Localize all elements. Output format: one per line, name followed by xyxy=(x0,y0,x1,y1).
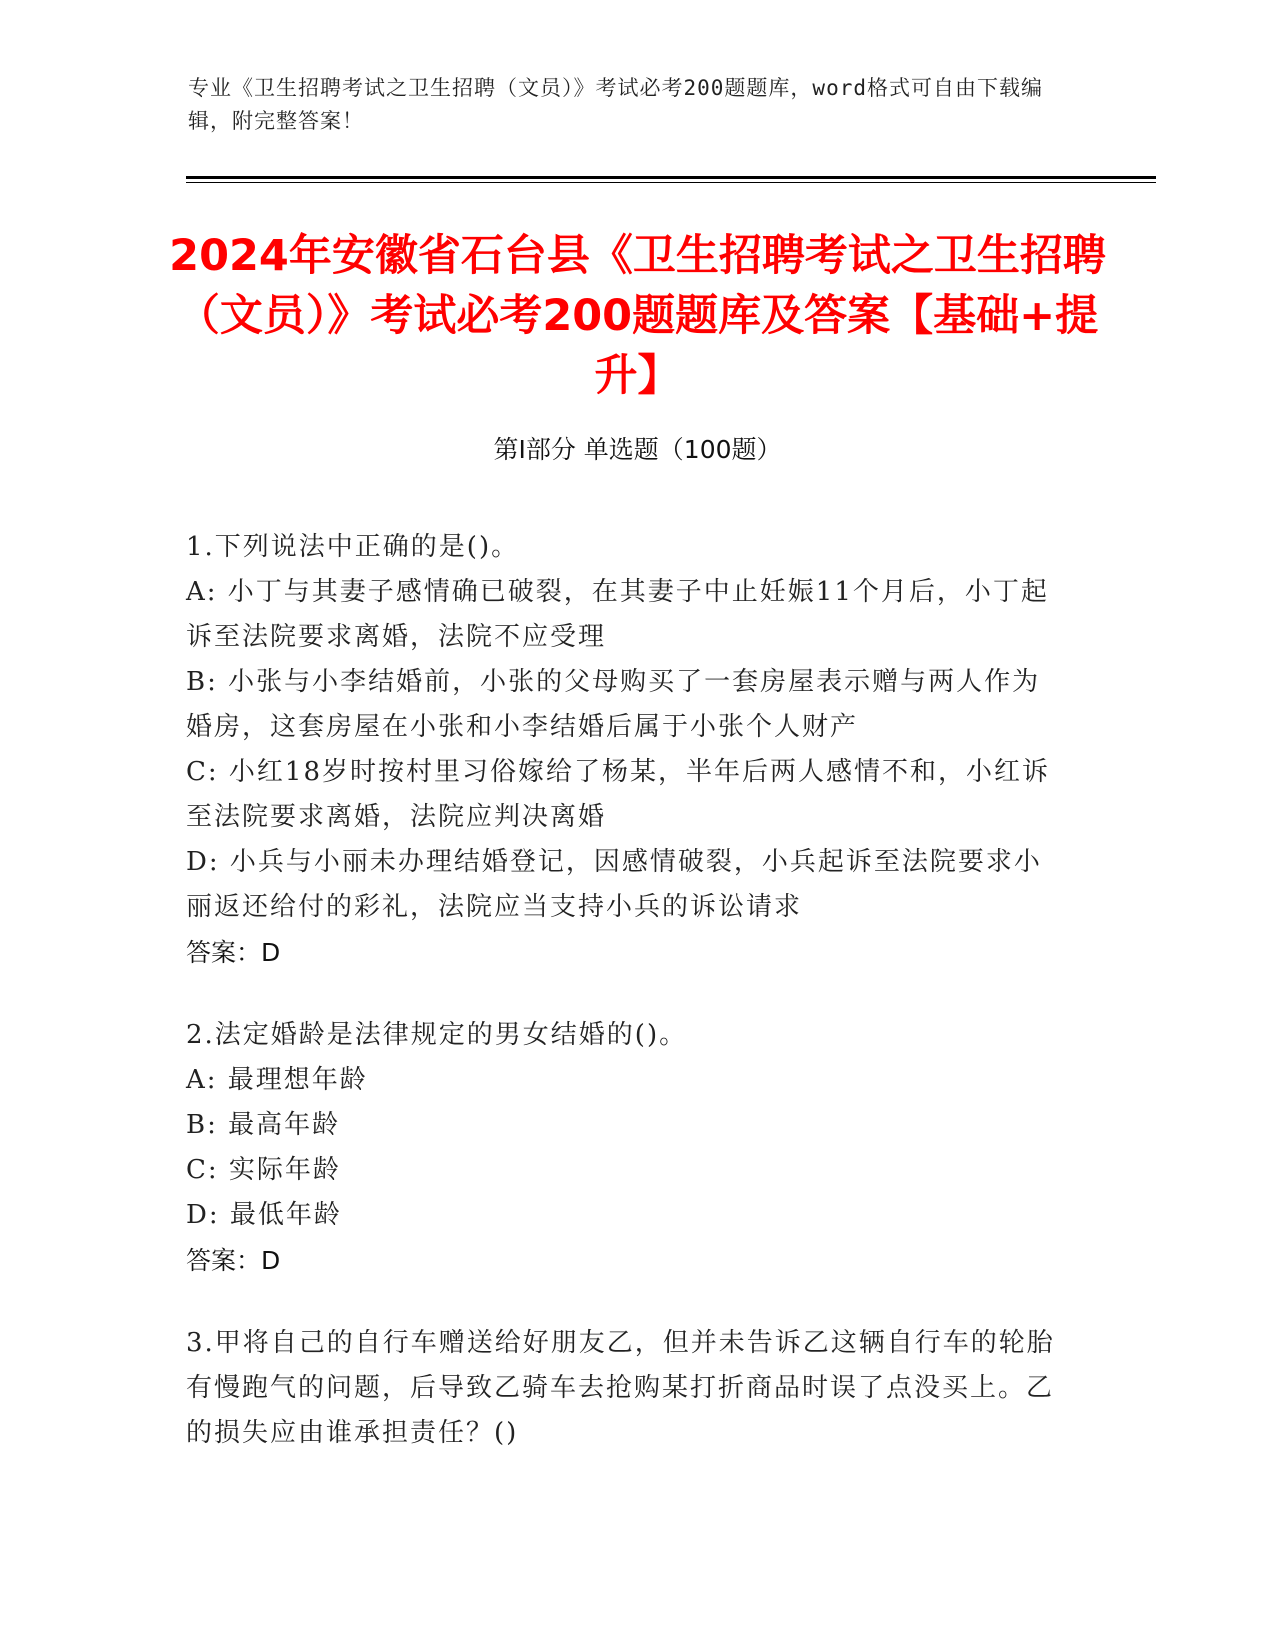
question-stem: 1.下列说法中正确的是()。 xyxy=(186,532,520,562)
header-rule xyxy=(186,176,1156,179)
question-3 xyxy=(186,1321,1066,1456)
option-c: C: 小红18岁时按村里习俗嫁给了杨某，半年后两人感情不和，小红诉至法院要求离婚，法院应判决离婚 xyxy=(186,757,1051,832)
option-a: A: 小丁与其妻子感情确已破裂，在其妻子中止妊娠11个月后，小丁起诉至法院要求离婚，法院不应受理 xyxy=(186,577,1049,652)
question-stem: 2.法定婚龄是法律规定的男女结婚的()。 xyxy=(186,1020,688,1050)
question-1 xyxy=(186,525,1066,975)
question-list xyxy=(186,525,1066,1494)
section-title: 第Ⅰ部分 单选题（100题） xyxy=(493,435,782,464)
answer: 答案：D xyxy=(186,938,281,967)
answer: 答案：D xyxy=(186,1246,281,1275)
option-b: B: 小张与小李结婚前，小张的父母购买了一套房屋表示赠与两人作为婚房，这套房屋在小张和小李结婚后属于小张个人财产 xyxy=(186,667,1041,742)
option-c: C: 实际年龄 xyxy=(186,1155,341,1185)
question-stem: 3.甲将自己的自行车赠送给好朋友乙，但并未告诉乙这辆自行车的轮胎有慢跑气的问题，后导致乙骑车去抢购某打折商品时误了点没买上。乙的损失应由谁承担责任？() xyxy=(186,1328,1055,1448)
option-b: B: 最高年龄 xyxy=(186,1110,341,1140)
header-rule-thin xyxy=(186,182,1156,183)
document-title: 2024年安徽省石台县《卫生招聘考试之卫生招聘（文员）》考试必考200题题库及答案【基础+提升】 xyxy=(169,231,1106,401)
option-d: D: 最低年龄 xyxy=(186,1200,342,1230)
option-d: D: 小兵与小丽未办理结婚登记，因感情破裂，小兵起诉至法院要求小丽返还给付的彩礼，法院应当支持小兵的诉讼请求 xyxy=(186,847,1042,922)
option-a: A: 最理想年龄 xyxy=(186,1065,368,1095)
question-2 xyxy=(186,1013,1066,1283)
header-note: 专业《卫生招聘考试之卫生招聘（文员）》考试必考200题题库，word格式可自由下载编辑，附完整答案！ xyxy=(188,76,1043,133)
